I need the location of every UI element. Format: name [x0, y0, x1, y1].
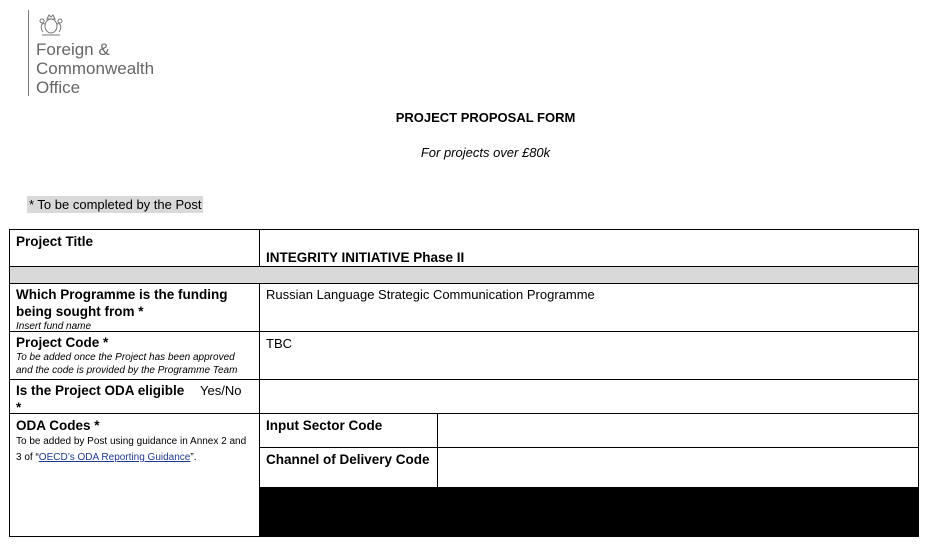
row-border: [10, 379, 918, 380]
oecd-guidance-link[interactable]: OECD’s ODA Reporting Guidance: [38, 452, 191, 463]
logo-wordmark: [36, 40, 154, 97]
separator-row: [10, 266, 918, 283]
row-border: [260, 447, 918, 448]
programme-label: Which Programme is the funding being sought from *: [16, 287, 228, 319]
programme-label-group: [16, 286, 256, 333]
col-border: [437, 413, 438, 487]
project-title-label: Project Title: [16, 234, 94, 249]
sector-code-input[interactable]: [440, 416, 916, 446]
oda-hint-end: ”.: [190, 452, 197, 463]
oda-codes-label: ODA Codes *: [16, 418, 100, 433]
row-border: [10, 283, 918, 284]
oda-eligible-options[interactable]: Yes/No: [200, 383, 242, 398]
oda-hint-text: To be added by Post using guidance in Annex 2 and 3 of “: [16, 436, 247, 463]
oda-codes-label-group: [16, 417, 252, 466]
channel-code-input[interactable]: [440, 450, 916, 486]
redaction-block: [260, 487, 918, 536]
oda-eligible-label: Is the Project ODA eligible *: [16, 383, 185, 415]
royal-crest-icon: [36, 10, 66, 38]
programme-hint: Insert fund name: [16, 321, 92, 332]
project-title-value[interactable]: INTEGRITY INITIATIVE Phase II: [266, 250, 465, 265]
form-subtitle: For projects over £80k: [420, 145, 551, 160]
oda-codes-hint: [16, 434, 252, 466]
programme-value[interactable]: Russian Language Strategic Communication Programme: [266, 287, 595, 302]
fco-logo: [28, 8, 228, 98]
proposal-form-table: [9, 229, 919, 537]
sector-code-label: Input Sector Code: [266, 418, 383, 433]
project-code-value[interactable]: TBC: [266, 336, 292, 351]
project-code-hint: To be added once the Project has been approved and the code is provided by the Programme Team: [16, 352, 238, 376]
logo-divider: [28, 10, 29, 96]
logo-line: Foreign &: [36, 40, 110, 59]
channel-code-label: Channel of Delivery Code: [266, 452, 430, 467]
row-border: [10, 266, 918, 267]
logo-line: Commonwealth: [36, 59, 155, 78]
completion-note: * To be completed by the Post: [29, 197, 202, 212]
col-border: [259, 230, 260, 266]
project-code-label-group: [16, 334, 256, 377]
logo-line: Office: [36, 78, 81, 97]
form-title: PROJECT PROPOSAL FORM: [395, 110, 576, 125]
project-code-label: Project Code *: [16, 335, 109, 350]
